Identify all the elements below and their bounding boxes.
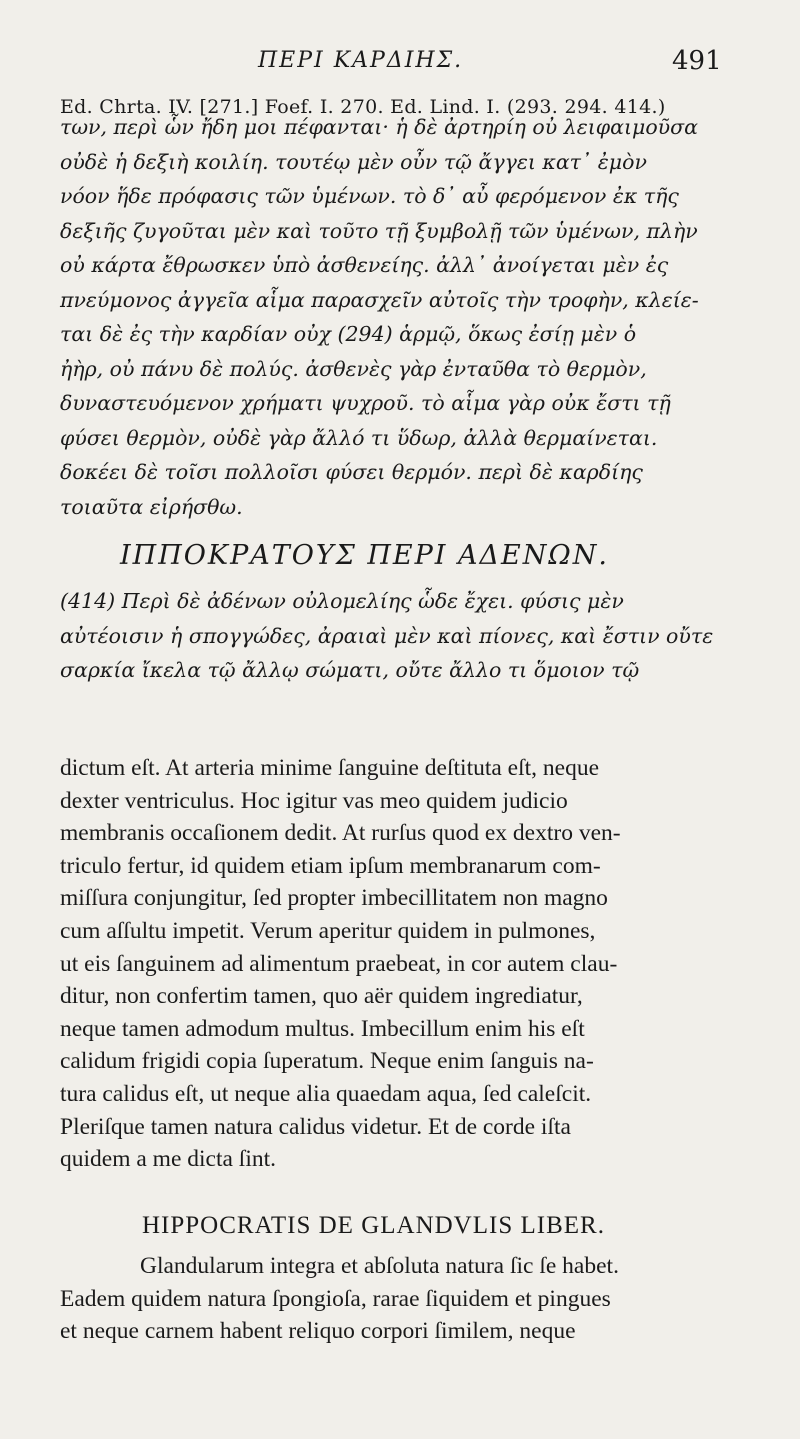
latin-line: dictum eſt. At arteria minime ſanguine deſtituta eſt, neque	[60, 755, 600, 781]
latin-line: calidum frigidi copia ſuperatum. Neque enim ſanguis na-	[60, 1048, 594, 1075]
latin-line: et neque carnem habent reliquo corpori ſimilem, neque	[60, 1318, 576, 1345]
greek-line: τοιαῦτα εἰρήσθω.	[60, 494, 243, 519]
greek-text-block-2	[60, 584, 713, 688]
latin-line: dexter ventriculus. Hoc igitur vas meo quidem judicio	[60, 787, 568, 814]
greek-line: των, περὶ ὧν ἤδη μοι πέφανται· ἡ δὲ ἀρτηρίη οὐ λειφαιμοῦσα	[60, 115, 698, 139]
greek-line: δυναστευόμενον χρήματι ψυχροῦ. τὸ αἷμα γὰρ οὐκ ἔστι τῇ	[60, 391, 671, 415]
latin-line: membranis occaſionem dedit. At rurſus quod ex dextro ven-	[60, 820, 621, 847]
latin-line: neque tamen admodum multus. Imbecillum enim his eſt	[60, 1015, 585, 1042]
latin-line: cum aſſultu impetit. Verum aperitur quidem in pulmones,	[60, 917, 596, 944]
latin-line: miſſura conjungitur, ſed propter imbecillitatem non magno	[60, 885, 608, 912]
running-head	[0, 48, 800, 88]
edition-reference-line: Ed. Chrta. IV. [271.] Foef. I. 270. Ed. Lind. I. (293. 294. 414.)	[60, 96, 666, 118]
latin-line: tura calidus eſt, ut neque alia quaedam aqua, ſed caleſcit.	[60, 1080, 592, 1107]
page-number: 491	[672, 46, 722, 76]
latin-line: Pleriſque tamen natura calidus videtur. Et de corde iſta	[60, 1113, 571, 1140]
greek-line: οὐ κάρτα ἔθρωσκεν ὑπὸ ἀσθενείης. ἀλλ᾽ ἀνοίγεται μὲν ἐς	[60, 253, 669, 277]
greek-line: δοκέει δὲ τοῖσι πολλοῖσι φύσει θερμόν. περὶ δὲ καρδίης	[60, 460, 643, 484]
greek-line: δεξιῆς ζυγοῦται μὲν καὶ τοῦτο τῇ ξυμβολῇ τῶν ὑμένων, πλὴν	[60, 218, 698, 243]
latin-text-block	[60, 752, 621, 1176]
latin-line: ut eis ſanguinem ad alimentum praebeat, in cor autem clau-	[60, 950, 618, 977]
greek-line: ται δὲ ἐς τὴν καρδίαν οὐχ (294) ἁρμῷ, ὅκως ἐσίῃ μὲν ὁ	[60, 322, 637, 346]
latin-section-heading: HIPPOCRATIS DE GLANDVLIS LIBER.	[142, 1212, 605, 1239]
latin-line: ditur, non confertim tamen, quo aër quidem ingrediatur,	[60, 983, 583, 1010]
greek-line: οὐδὲ ἡ δεξιὴ κοιλίη. τουτέῳ μὲν οὖν τῷ ἄγγει κατ᾽ ἐμὸν	[60, 149, 647, 174]
greek-line: ἠὴρ, οὐ πάνυ δὲ πολύς. ἀσθενὲς γὰρ ἐνταῦθα τὸ θερμὸν,	[60, 356, 647, 381]
greek-line: (414) Περὶ δὲ ἀδένων οὐλομελίης ὧδε ἔχει. φύσις μὲν	[60, 589, 624, 613]
greek-line: πνεύμονος ἀγγεῖα αἷμα παρασχεῖν αὐτοῖς τὴν τροφὴν, κλείε-	[60, 287, 699, 312]
latin-text-block-2	[60, 1250, 619, 1348]
greek-line: αὐτέοισιν ἡ σπογγώδες, ἀραιαὶ μὲν καὶ πίονες, καὶ ἔστιν οὔτε	[60, 623, 714, 648]
latin-line: quidem a me dicta ſint.	[60, 1146, 277, 1173]
running-head-title: ΠΕΡΙ ΚΑΡΔΙΗΣ.	[258, 48, 464, 73]
latin-line: triculo fertur, id quidem etiam ipſum membranarum com-	[60, 852, 601, 879]
latin-line: Glandularum integra et abſoluta natura ſic ſe habet.	[140, 1253, 619, 1279]
greek-line: φύσει θερμὸν, οὐδὲ γὰρ ἄλλό τι ὕδωρ, ἀλλὰ θερμαίνεται.	[60, 425, 658, 450]
greek-text-block	[60, 110, 699, 524]
latin-line: Eadem quidem natura ſpongioſa, rarae ſiquidem et pingues	[60, 1285, 611, 1312]
greek-section-heading: ΙΠΠΟΚΡΑΤΟΥΣ ΠΕΡΙ ΑΔΕΝΩΝ.	[120, 540, 609, 571]
greek-line: νόον ἥδε πρόφασις τῶν ὑμένων. τὸ δ᾽ αὖ φερόμενον ἐκ τῆς	[60, 184, 679, 208]
greek-line: σαρκία ἴκελα τῷ ἄλλῳ σώματι, οὔτε ἄλλο τι ὅμοιον τῷ	[60, 658, 640, 682]
